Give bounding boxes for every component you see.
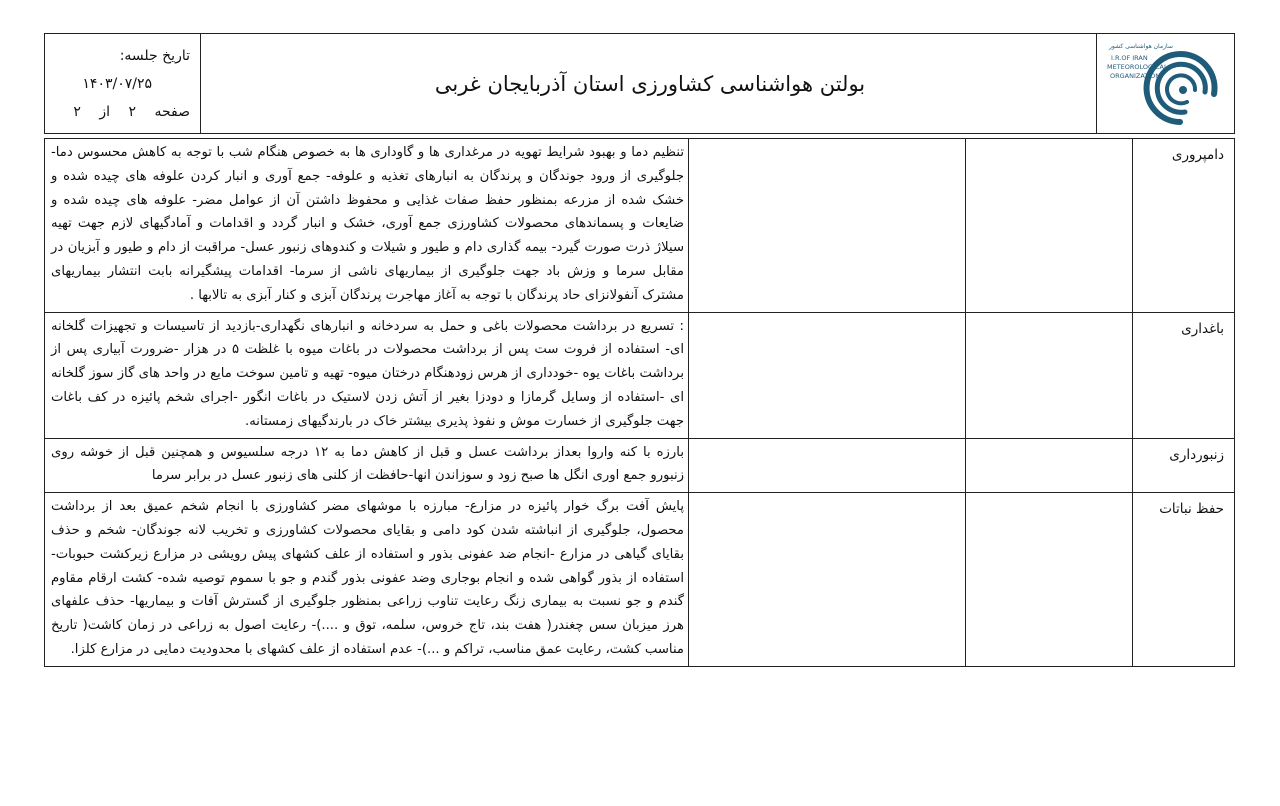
category-cell: حفظ نباتات bbox=[1133, 493, 1235, 667]
session-date-label: تاریخ جلسه: bbox=[119, 48, 190, 64]
page-title: بولتن هواشناسی کشاورزی استان آذربایجان غربی bbox=[434, 71, 866, 96]
empty-cell bbox=[689, 312, 966, 438]
page-total: ۲ bbox=[73, 104, 81, 120]
empty-cell bbox=[689, 139, 966, 313]
meteorological-organization-logo-icon bbox=[1105, 38, 1225, 130]
empty-cell bbox=[966, 139, 1133, 313]
bulletin-header bbox=[44, 33, 1235, 134]
logo bbox=[1096, 34, 1234, 133]
recommendation-text: بارزه با کنه واروا بعداز برداشت عسل و قبل از کاهش دما به ۱۲ درجه سلسیوس و همچنین قبل از خوشه روی زنبورو جمع اوری انگل ها صبح زود و سوزاندن انها-حافظت از کلنی های زنبور عسل در برابر سرما bbox=[45, 438, 689, 493]
table-row bbox=[45, 493, 1235, 667]
category-cell: باغداری bbox=[1133, 312, 1235, 438]
table-row bbox=[45, 312, 1235, 438]
page-of: از bbox=[99, 104, 111, 120]
recommendation-text: پایش آفت برگ خوار پائیزه در مزارع- مبارزه با موشهای مضر کشاورزی با انجام شخم عمیق بعد از برداشت محصول، جلوگیری از انباشته شدن کود دامی و بقایای محصولات کشاورزی و تخریب لانه جوندگان- شخم و حذف بقایای گیاهی در مزارع -انجام ضد عفونی بذور و استفاده از علف کشهای پیش رویشی در مزارع زیرکشت حبوبات- استفاده از بذور گواهی شده و انجام بوجاری وضد عفونی بذور گندم و جو با سموم توصیه شده- کشت ارقام مقاوم گندم و جو نسبت به بیماری زنگ رعایت تناوب زراعی بمنظور جلوگیری از گسترش آفات و بیماریها- حذف علفهای هرز میزبان سس چغندر( هفت بند، تاج خروس، سلمه، توق و ....)- رعایت اصول به زراعی در زمان کاشت( تاریخ مناسب کشت، رعایت عمق مناسب، تراکم و ...)- عدم استفاده از علف کشهای با محدودیت دمایی در مزارع کلزا. bbox=[45, 493, 689, 667]
logo-text-en-3: ORGANIZATION bbox=[1110, 72, 1161, 80]
page-current: ۲ bbox=[128, 104, 137, 120]
recommendation-text: تنظیم دما و بهبود شرایط تهویه در مرغداری ها و گاوداری ها به خصوص هنگام شب با توجه به کاهش محسوس دما- جلوگیری از ورود جوندگان و پرندگان به انبارهای تغذیه و علوفه- جمع آوری و انبار کردن علوفه های چیده شده و خشک شده از مزرعه بمنظور حفظ صفات غذایی و محفوظ داشتن آن از عوامل مضر- علوفه های چیده شده و ضایعات و پسماندهای محصولات کشاورزی جمع آوری، خشک و انبار گردد و اقدامات و آمادگیهای لازم جهت تهیه سیلاژ ذرت صورت گیرد- بیمه گذاری دام و طیور و شیلات و کندوهای زنبور عسل- مراقبت از دام و طیور و آبزیان در مقابل سرما و وزش باد جهت جلوگیری از بیماریهای ناشی از سرما- اقدامات پیشگیرانه بابت انتشار بیماریهای مشترک آنفولانزای حاد پرندگان با توجه به آغاز مهاجرت پرندگان آبزی و کنار آبزی به تالابها . bbox=[45, 139, 689, 313]
empty-cell bbox=[689, 493, 966, 667]
recommendations-table bbox=[44, 138, 1235, 667]
empty-cell bbox=[689, 438, 966, 493]
session-info bbox=[45, 34, 201, 133]
logo-text-en-2: METEOROLOGICAL bbox=[1107, 63, 1168, 71]
logo-text-en-1: I.R.OF IRAN bbox=[1111, 54, 1148, 62]
page-label: صفحه bbox=[154, 104, 190, 120]
logo-text-fa: سازمان هواشناسی کشور bbox=[1109, 43, 1173, 50]
table-row bbox=[45, 438, 1235, 493]
recommendation-text: : تسریع در برداشت محصولات باغی و حمل به سردخانه و انبارهای نگهداری-بازدید از تاسیسات و تجهیزات گلخانه ای- استفاده از فروت ست پس از برداشت محصولات در باغات میوه با غلظت ۵ در هزار -ضرورت آبیاری پس از برداشت باغات یوه -خودداری از هرس زودهنگام درختان میوه- تهیه و تامین سوخت مایع در واحد های گاز سوز گلخانه ای -استفاده از وسایل گرمازا و دودزا بغیر از آتش زدن لاستیک در باغات انگور -اجرای شخم پائیزه در کف باغات جهت جلوگیری از خسارت موش و نفوذ پذیری بیشتر خاک در بارندگیهای زمستانه. bbox=[45, 312, 689, 438]
category-cell: دامپروری bbox=[1133, 139, 1235, 313]
empty-cell bbox=[966, 438, 1133, 493]
empty-cell bbox=[966, 312, 1133, 438]
table-row bbox=[45, 139, 1235, 313]
category-cell: زنبورداری bbox=[1133, 438, 1235, 493]
empty-cell bbox=[966, 493, 1133, 667]
session-date: ۱۴۰۳/۰۷/۲۵ bbox=[82, 76, 152, 92]
page-indicator bbox=[73, 104, 190, 120]
